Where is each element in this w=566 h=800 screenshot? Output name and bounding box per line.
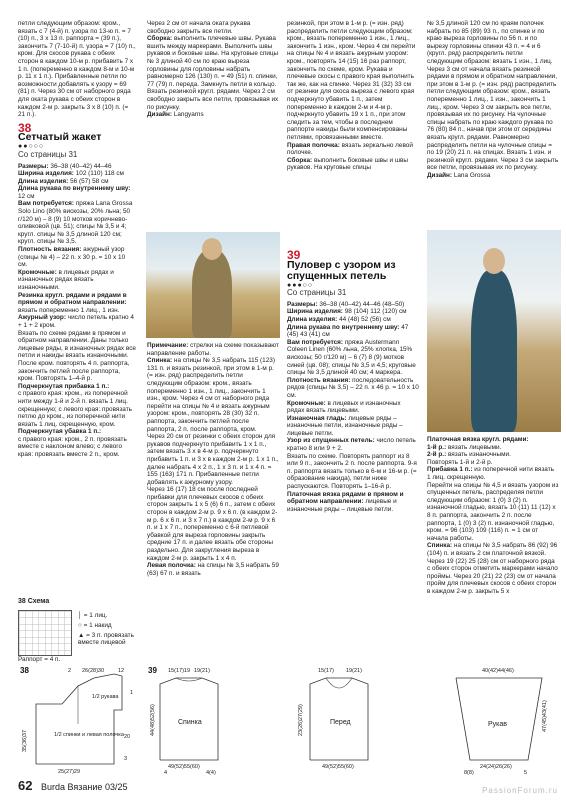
- front-label: Перед: [330, 719, 351, 726]
- stitch-chart-grid: [18, 610, 72, 656]
- schematic-38: [18, 664, 140, 776]
- svg-text:20: 20: [124, 734, 131, 740]
- schematic-39: [146, 664, 562, 776]
- column-3-lower: [287, 246, 419, 646]
- magazine-name: Burda Вязание: [40, 782, 103, 792]
- page-number: 62: [18, 778, 33, 793]
- legend-k3tog: ▲ = 3 п. провязать вместе лицевой: [78, 632, 134, 646]
- watermark: PassionForum.ru: [482, 786, 558, 795]
- end-text-39: Через 19 (22) 25 (28) см от наборного ряда с обеих сторон отметить маркерами начало проймы. Через 20 (21) 22 (23) см от начала пройм для плечевых скосов с обеих сторон в каждом 2-м р. закрыть 5 х: [427, 557, 558, 595]
- pattern-title-39: Пуловер с узором из спущенных петель: [287, 258, 396, 282]
- diagram-number-39: 39: [148, 666, 157, 675]
- page-footer: [18, 778, 127, 793]
- edge-39: Кромочные: в лицевых и изнаночных рядах вязать лицевыми.: [287, 399, 401, 415]
- svg-text:24(24)26(26): 24(24)26(26): [480, 764, 512, 770]
- chart-legend: [18, 598, 138, 664]
- row-1: 1-й р.: вязать лицевыми.: [427, 443, 502, 451]
- svg-text:15(17)19: 15(17)19: [168, 668, 191, 674]
- garter-round-heading: Платочная вязка кругл. рядами:: [427, 436, 529, 443]
- difficulty-dots-39: ●●●○○: [287, 281, 314, 289]
- svg-text:19(21): 19(21): [194, 668, 210, 674]
- back-label-38: 1/2 спинки и левая полочка: [54, 732, 124, 738]
- column-2-lower: [147, 342, 279, 648]
- photo-jacket-38: [146, 232, 280, 338]
- materials-39: Вам потребуется: пряжа Austermann Coleen Linen (60% льна, 25% хлопка, 15% вискозы; 50 г/120 м) – 6 (7) 8 (9) мотков синей (цв. 08); спицы № 3,5 и 4,5; круговые спицы № 3,5 длиной 40 см; 4 маркера.: [287, 338, 416, 377]
- column-1: [18, 20, 136, 680]
- svg-text:12: 12: [118, 668, 125, 674]
- sleeve-length-39: Длина рукава по внутреннему шву: 47 (45) 43 (41) см: [287, 323, 409, 339]
- decrease-heading: Подчеркнутая убавка 1 п.:: [18, 428, 102, 436]
- back-text-3: Через 16 (17) 18 см после последней прибавки для плечевых скосов с обеих сторон закрыть 1 х 5 (6) 6 п., затем с обеих сторон в каждом 2-м р. 9 х 6 п. (в каждом 2-м р. 6 х 6 п. и 3 х 7 п.) в каждом 2-м р. 9 х 6 п. и 1 х 7 п., попеременно с 6-й петлевой убавкой для выреза горловины закрыть средние 17 п. и далее вязать обе стороны раздельно. Для закругления выреза в каждом 2-м р. закрыть 1 х 4 п.: [147, 486, 278, 562]
- svg-text:15(17): 15(17): [318, 668, 334, 674]
- increase-heading: Подчеркнутая прибавка 1 п.:: [18, 382, 110, 390]
- column-3: [287, 20, 419, 245]
- left-front: Левая полочка: на спицы № 3,5 набрать 59 (63) 67 п. и вязать: [147, 562, 279, 577]
- page-reference-39: Со страницы 31: [287, 288, 347, 298]
- gauge: Плотность вязания: ажурный узор (спицы № 4) – 22 п. х 30 р. = 10 х 10 см.: [18, 246, 126, 269]
- increase-39: Прибавка 1 п.: из поперечной нити вязать 1 лиц. скрещенную.: [427, 466, 554, 481]
- intro-text: петли следующим образом: кром., вязать с 7 (4-й) п. узора по 13-ю п. = 7 (10) п., 3 х 13 п. раппорта = (39 п.), закончить 7 (7-10-й) п. узора = 7 (10) п., кром. Для скосов рукава с обеих сторон в каждом 10-м р. прибавить 7 х 1 п. (попеременно в каждом 8-м и 10-м р. 11 х 1 п.). Прибавленные петли по возможности добавлять к узору = 69 (81) п. Через 30 см от наборного ряда для оката рукава с обеих сторон в каждом 2-м р. закрыть 3 х 8 (10) п. (= 21 п.).: [18, 20, 136, 119]
- gauge-39: Плотность вязания: последовательность рядов (спицы № 3,5) – 22 п. х 46 р. = 10 х 10 см.: [287, 376, 419, 399]
- difficulty-dots: ●●○○○: [18, 143, 45, 151]
- pattern-number-38: 38: [18, 120, 32, 135]
- column-4: [427, 20, 559, 230]
- svg-text:49(52)55(60): 49(52)55(60): [168, 764, 200, 770]
- issue-number: 03/25: [104, 782, 128, 792]
- increase-text: с правого края: кром., из поперечной нити между 1-й и 2-й п. вязать 1 лиц. скрещенную; с левого края: провязать петлю до кром., из поперечной нити вязать 1 лиц. скрещенную, кром.: [18, 390, 132, 428]
- back-label: Спинка: [178, 719, 202, 726]
- chart-title: 38 Схема: [18, 598, 50, 605]
- length: Длина изделия: 56 (57) 58 см: [18, 177, 109, 185]
- pattern-number-39: 39: [287, 248, 301, 262]
- pattern-title-38: Сетчатый жакет: [18, 131, 102, 144]
- purl-39: Изнаночная гладь: лицевые ряды – изнаночные петли, изнаночные ряды – лицевые петли.: [287, 414, 403, 437]
- lace-stitch: Ажурный узор: число петель кратно 4 + 1 + 2 кром.: [18, 314, 134, 329]
- width-38: 25(27)29: [58, 769, 81, 775]
- legend-knit: │ = 1 лиц.: [78, 612, 108, 619]
- garter-39: Платочная вязка рядами в прямом и обратном направлении: лицевые и изнаночные ряды – лицевые петли.: [287, 490, 404, 513]
- measure-top-38: 26(28)30: [82, 668, 105, 674]
- photo-pullover-39: [427, 230, 561, 432]
- svg-text:3: 3: [124, 756, 128, 762]
- sleeve-label-38: 1/2 рукава: [92, 694, 119, 700]
- page-reference: Со страницы 31: [18, 149, 78, 159]
- sizes-39: Размеры: 36–38 (40–42) 44–46 (48–50): [287, 300, 405, 308]
- svg-text:49(52)55(60): 49(52)55(60): [322, 764, 354, 770]
- svg-text:4(4): 4(4): [206, 770, 216, 776]
- back-text-2: Через 20 см от резинки с обеих сторон для рукавов подчеркнуто прибавить 1 х 1 п., затем вязать 3 х в 4-м р. подчеркнуто прибавить 1 п. и 3 х в каждом 2-м р. 1 х 1 п., далее набрать 4 х 2 п., 1 х 3 п. и 1 х 4 п. = 155 (163) 171 п. Прибавленные петли добавлять к ажурному узору.: [147, 433, 279, 486]
- drop-stitch-39: Узор из спущенных петель: число петель кратно 8 или 9 + 2.: [287, 437, 416, 453]
- sleeve-length: Длина рукава по внутреннему шву: 12 см: [18, 185, 131, 200]
- svg-text:44(48)52(56): 44(48)52(56): [150, 704, 156, 736]
- assembly: Сборка: выполнить плечевые швы. Рукава вшить между маркерами. Выполнить швы рукавов и боковые швы. На круговые спицы № 3 длиной 40 см по краю выреза горловины для горловины набрать равномерно 126 (130) п. = 49 (51) п. спинки, 77 (79) п. переда. Замкнуть петли в кольцо. Вязать резинкой кругл. рядами. Через 2 см свободно закрыть все петли, провязывая их по рисунку.: [147, 35, 279, 111]
- front-text: резинкой, при этом в 1-м р. (= изн. ряд) распределить петли следующим образом: кром., вязать попеременно 1 изн., 1 лиц., закончить 1 изн., кром. Через 4 см перейти на спицы № 4 и вязать ажурным узором: кром., повторять 14 (15) 16 раз раппорт, закончить по схеме, кром. Рукава и плечевые скосы с правого края выполнить так же, как на спинке. Через 31 (32) 33 см от резинки для скоса выреза с левого края подчеркнуто убавить 1 п., затем попеременно в каждом 2-м и 4-м р. подчеркнуто убавить 19 х 1 п., при этом следить за тем, чтобы в последнем раппорте накиды были компенсированы петлями, провязанными вместе.: [287, 20, 416, 141]
- back-39: Спинка: на спицы № 3,5 набрать 86 (92) 96 (104) п. и вязать 2 см платочной вязкой.: [427, 542, 558, 557]
- svg-text:23(26)27(29): 23(26)27(29): [298, 704, 304, 736]
- note: Примечание: стрелки на схеме показывают направление работы.: [147, 342, 279, 357]
- sleeve-label: Рукав: [488, 721, 507, 728]
- back-piece: Спинка: на спицы № 3,5 набрать 115 (123) 131 п. и вязать резинкой, при этом в 1-м р. (= изн. ряд) распределить петли следующим образом: кром., вязать попеременно 1 изн., 1 лиц., закончить 1 изн., кром. Через 4 см от наборного ряда перейти на спицы № 4 и вязать ажурным узором: кром., повторять 28 (30) 32 п. раппорта, закончить петлей после раппорта, 2 п. после раппорта, кром.: [147, 357, 275, 433]
- design-credit-2: Дизайн: Lana Grossa: [427, 171, 491, 179]
- design-credit: Дизайн: Langyarns: [147, 111, 204, 119]
- column-4-lower: [427, 436, 559, 676]
- diagram-number-38: 38: [20, 666, 29, 675]
- edge-stitches: Кромочные: в лицевых рядах и изнаночных рядах вязать изнаночными.: [18, 268, 114, 291]
- svg-text:40(42)44(46): 40(42)44(46): [482, 668, 514, 674]
- rib-stitch: Резинка кругл. рядами и рядами в прямом и обратном направлении: вязать попеременно 1 лиц., 1 изн.: [18, 291, 127, 314]
- legend-yarnover: ○ = 1 накид: [78, 622, 112, 629]
- band-text: № 3,5 длиной 120 см по краям полочек набрать по 85 (89) 93 п., по спинке и по краю выреза горловины по 56 п. и по вырезу горловины спинки 43 п. = 4 и 6 (кругл. ряд) распределить петли следующим образом: вязать 1 изн., 1 лиц. Через 3 см от начала вязать резинкой рядами в прямом и обратном направлении, при этом в 1-м р. (= изн. ряд) распределить петли следующим образом: кром., вязать попеременно 1 лиц., 1 изн., закончить 1 лиц., кром. Через 3 см закрыть все петли, провязывая их по рисунку. На чулочные спицы набрать по краю каждого рукава по 76 (80) 84 п., начав при этом от середины вязать кругл. рядами. Равномерно распределить петли на чулочные спицы = по 19 (20) 21 п. на спицах. Вязать 1 изн. и резинкой кругл. рядами. Через 3 см закрыть все петли, провязывая их по рисунку.: [427, 20, 559, 172]
- column-2: [147, 20, 279, 230]
- svg-text:5: 5: [524, 770, 528, 776]
- sleeve-cap-text: Через 2 см от начала оката рукава свободно закрыть все петли.: [147, 20, 251, 35]
- height-38: 35(36)37: [22, 729, 28, 752]
- assembly-2: Сборка: выполнить боковые швы и швы рукавов. На круговые спицы: [287, 156, 408, 172]
- row-2: 2-й р.: вязать изнаночными.: [427, 451, 511, 459]
- decrease-text: с правого края: кром., 2 п. провязать вместе с наклоном влево; с левого края: провязать вместе 2 п., кром.: [18, 435, 127, 459]
- svg-text:47(45)43(41): 47(45)43(41): [542, 700, 548, 732]
- right-front: Правая полочка: вязать зеркально левой полочке.: [287, 141, 413, 157]
- width-39: Ширина изделия: 98 (104) 112 (120) см: [287, 308, 407, 316]
- sizes: Размеры: 36–38 (40–42) 44–46: [18, 162, 112, 170]
- svg-text:8(8): 8(8): [464, 770, 474, 776]
- svg-text:19(21): 19(21): [346, 668, 362, 674]
- repeat-rows: Повторять 1-й и 2-й р.: [427, 458, 493, 466]
- drop-text-39: Вязать по схеме. Повторять раппорт из 8 или 9 п., закончить 2 п. после раппорта. 9-я п. раппорта вязать только в 6-м и 16-м р. (= образование накида), петли ниже распускаются. Повторять 1–16-й р.: [287, 452, 417, 491]
- length-39: Длина изделия: 44 (48) 52 (56) см: [287, 315, 391, 323]
- svg-text:2: 2: [68, 668, 72, 674]
- svg-text:4: 4: [164, 770, 168, 776]
- lace-text: Вязать по схеме рядами в прямом и обратном направлении. Даны только лицевые ряды, в изнаночных рядах все петли и накиды вязать изнаночными. После кром. повторять 4 п. раппорта, закончить петлей после раппорта, кром. Повторять 1–4-й р.: [18, 329, 136, 383]
- body-text-39: Перейти на спицы № 4,5 и вязать узором из спущенных петель, распределяя петли следующим образом: 1 (0) 3 (2) п. изнаночной гладью, вязать 10 (11) 11 (12) х 8 п. раппорта, закончить 2 п. после раппорта, 1 (0) 3 (2) п. изнаночной гладью, кром. = 96 (103) 109 (116) п. = 1 см от начала работы.: [427, 481, 559, 542]
- svg-text:1: 1: [130, 690, 134, 696]
- materials: Вам потребуется: пряжа Lana Grossa Solo Lino (80% вискозы, 20% льна; 50 г/120 м) – 8 (9) 10 мотков коричнево-оливковой (цв. 51); спицы № 3,5 и 4; кругл. спицы № 3,5 длиной 120 см; кругл. спицы № 3,5.: [18, 200, 133, 246]
- width: Ширина изделия: 102 (110) 118 см: [18, 170, 124, 178]
- rapport-label: Раппорт = 4 п.: [18, 656, 61, 663]
